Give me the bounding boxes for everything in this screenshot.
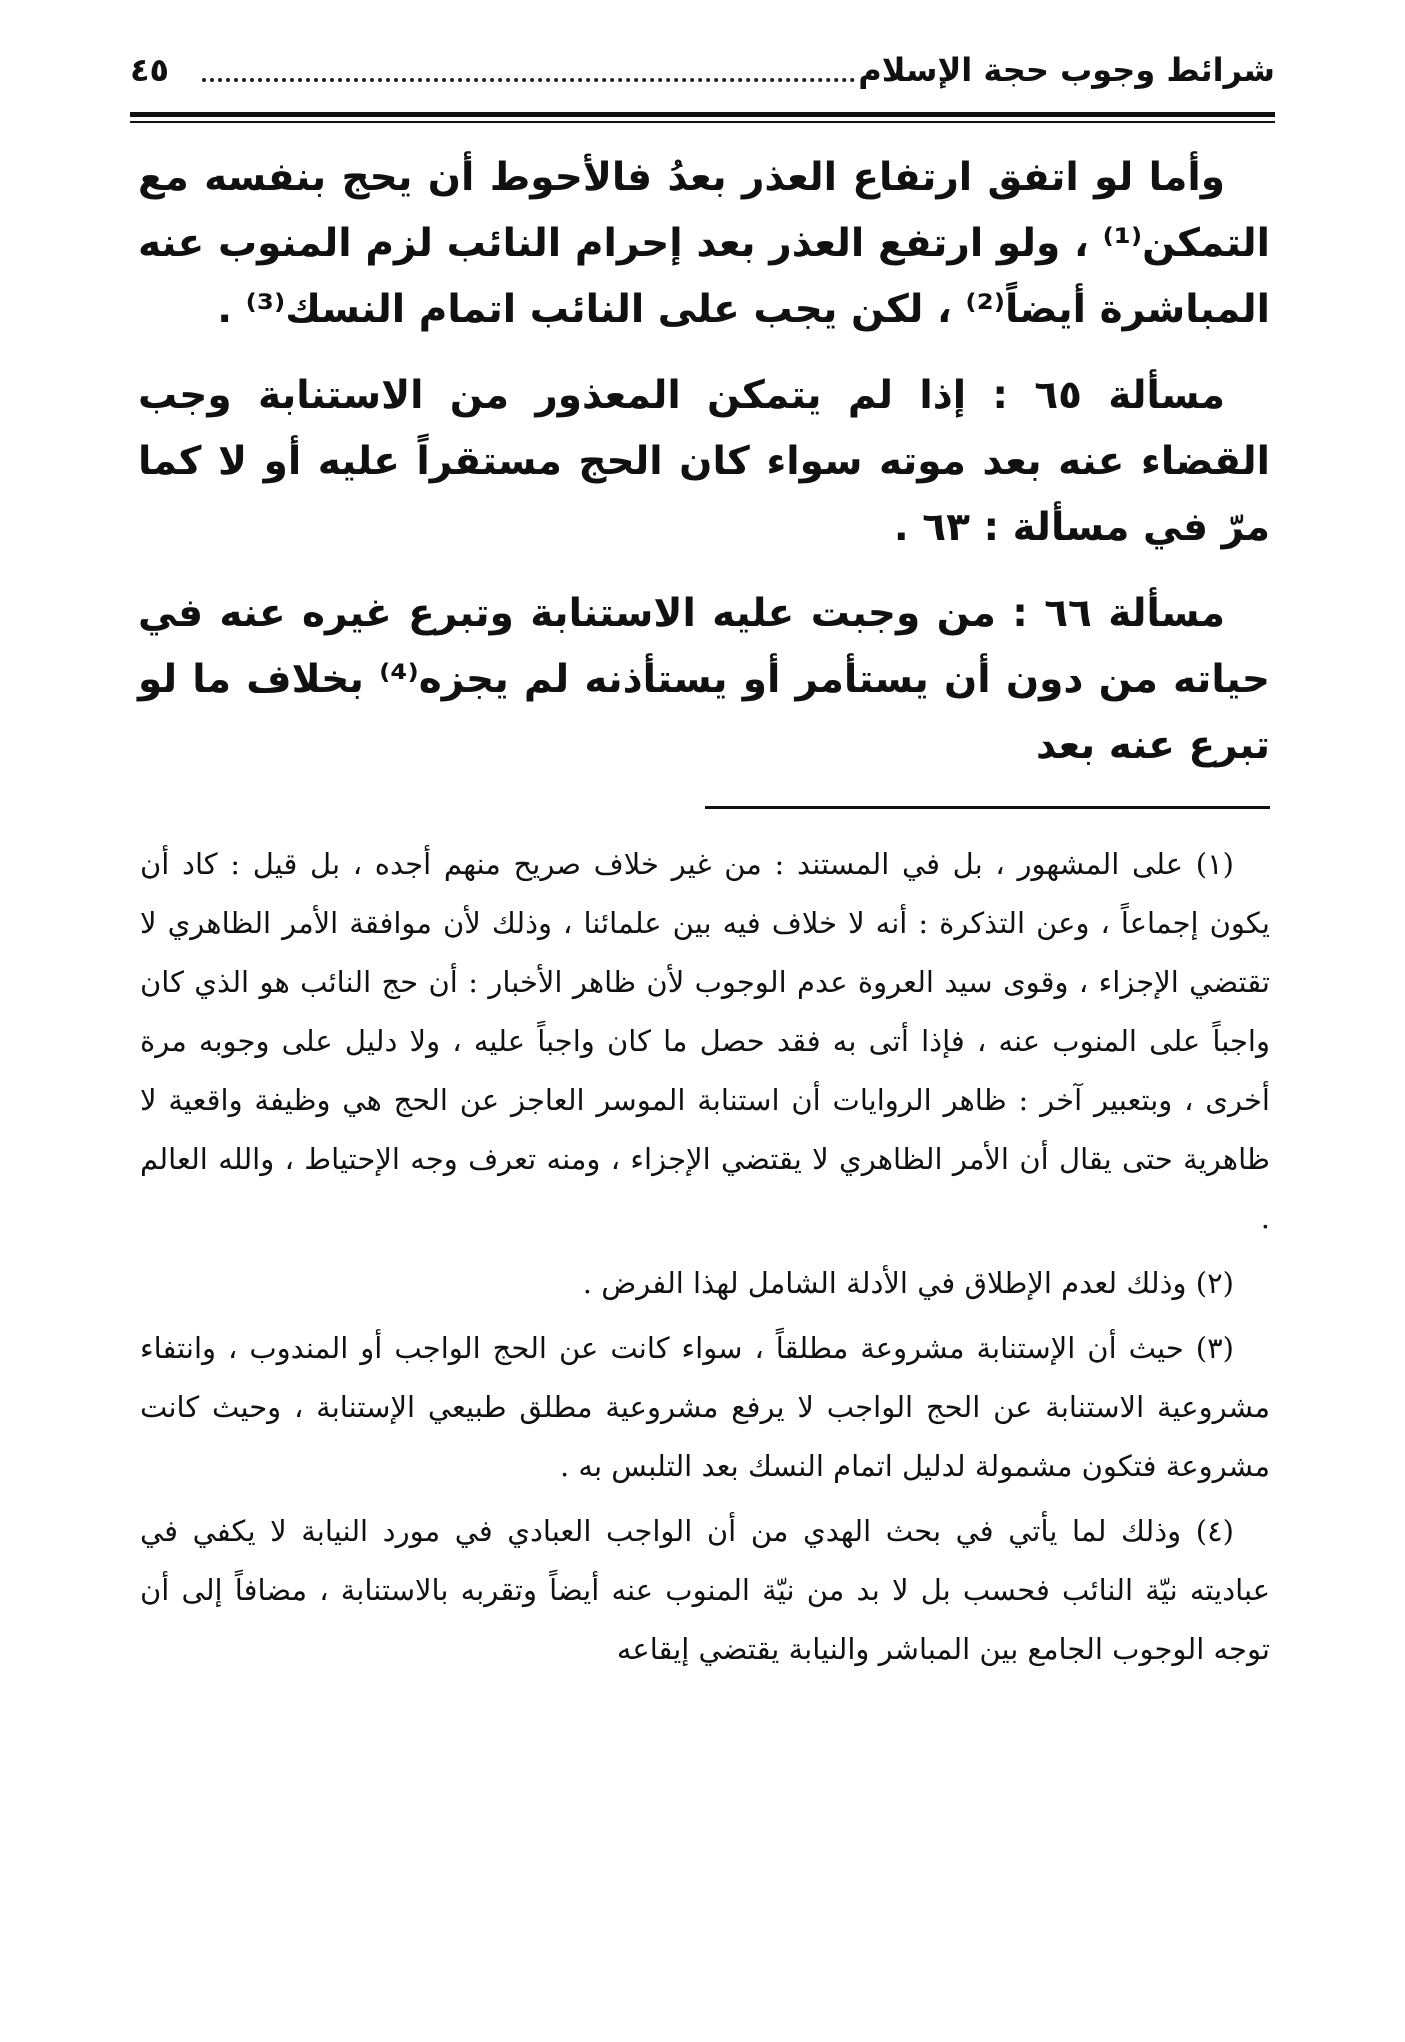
paragraph-refund-after-excuse: وأما لو اتفق ارتفاع العذر بعدُ فالأحوط أن يحج بنفسه مع التمكن⁽¹⁾ ، ولو ارتفع العذر بعد إحرام النائب لزم المنوب عنه المباشرة أيضاً⁽²⁾ ، لكن يجب على النائب اتمام النسك⁽³⁾ . (138, 155, 1270, 332)
main-text (138, 145, 1270, 799)
footnote-4: (٤) وذلك لما يأتي في بحث الهدي من أن الواجب العبادي في مورد النيابة لا يكفي في عباديته نيّة النائب فحسب بل لا بد من نيّة المنوب عنه أيضاً وتقربه بالاستنابة ، مضافاً إلى أن توجه الوجوب الجامع بين المباشر والنيابة يقتضي إيقاعه (140, 1514, 1270, 1666)
header-rule-thin (130, 121, 1275, 123)
page-number: ٤٥ (130, 51, 170, 89)
dotted-leader (202, 78, 855, 82)
paragraph-issue-66: مسألة ٦٦ : من وجبت عليه الاستنابة وتبرع غيره عنه في حياته من دون أن يستأمر أو يستأذنه لم يجزه⁽⁴⁾ بخلاف ما لو تبرع عنه بعد (138, 591, 1270, 768)
paragraph-issue-65: مسألة ٦٥ : إذا لم يتمكن المعذور من الاستنابة وجب القضاء عنه بعد موته سواء كان الحج مستقراً عليه أو لا كما مرّ في مسألة : ٦٣ . (138, 373, 1270, 550)
header-rule-thick (130, 112, 1275, 117)
footnote-separator (705, 806, 1270, 809)
page-header (130, 46, 1275, 110)
footnote-3: (٣) حيث أن الإستنابة مشروعة مطلقاً ، سواء كانت عن الحج الواجب أو المندوب ، وانتفاء مشروعية الاستنابة عن الحج الواجب لا يرفع مشروعية مطلق طبيعي الإستنابة ، وحيث كانت مشروعة فتكون مشمولة لدليل اتمام النسك بعد التلبس به . (140, 1331, 1270, 1483)
footnote-1: (١) على المشهور ، بل في المستند : من غير خلاف صريح منهم أجده ، بل قيل : كاد أن يكون إجماعاً ، وعن التذكرة : أنه لا خلاف فيه بين علمائنا ، وذلك لأن موافقة الأمر الظاهري لا تقتضي الإجزاء ، وقوى سيد العروة عدم الوجوب لأن ظاهر الأخبار : أن حج النائب هو الذي كان واجباً على المنوب عنه ، فإذا أتى به فقد حصل ما كان واجباً عليه ، ولا دليل على وجوبه مرة أخرى ، وبتعبير آخر : ظاهر الروايات أن استنابة الموسر العاجز عن الحج هي وظيفة واقعية لا ظاهرية حتى يقال أن الأمر الظاهري لا يقتضي الإجزاء ، ومنه تعرف وجه الإحتياط ، والله العالم . (140, 847, 1270, 1235)
footnote-2: (٢) وذلك لعدم الإطلاق في الأدلة الشامل لهذا الفرض . (582, 1266, 1234, 1300)
footnotes (140, 835, 1270, 1685)
running-title: شرائط وجوب حجة الإسلام (858, 51, 1275, 89)
